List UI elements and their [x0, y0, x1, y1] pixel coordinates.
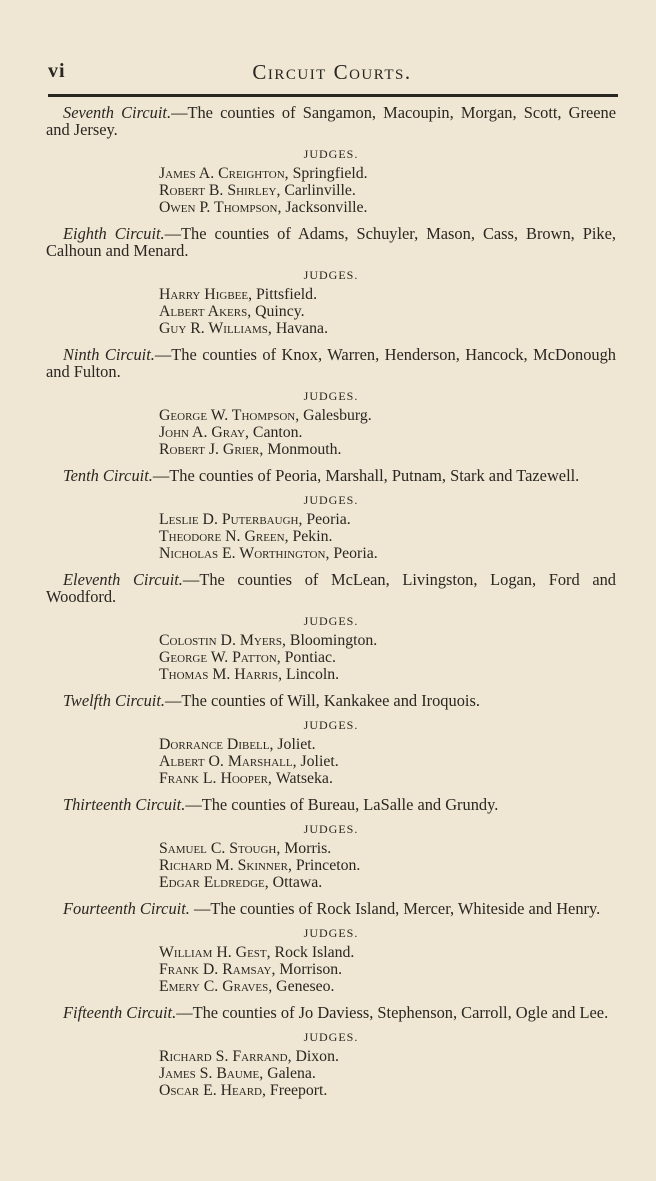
judge-entry: Albert O. Marshall, Joliet. [159, 753, 339, 770]
judge-town: Peoria. [306, 511, 351, 528]
judge-entry: Samuel C. Stough, Morris. [159, 840, 332, 857]
judge-town: Geneseo. [276, 978, 335, 995]
circuit-name: Eighth Circuit. [63, 224, 165, 243]
judges-list [159, 944, 616, 995]
judge-name: Frank D. Ramsay [159, 961, 272, 978]
judges-heading: JUDGES. [303, 718, 359, 732]
judge-town: Jacksonville. [285, 199, 368, 216]
judges-list [159, 407, 616, 458]
circuit-name: Tenth Circuit. [63, 466, 153, 485]
judge-name: Harry Higbee [159, 286, 249, 303]
circuit-counties: —The counties of Sangamon, Macoupin, Morgan, Scott, Greene and Jersey. [46, 103, 616, 139]
judge-name: George W. Patton [159, 649, 277, 666]
circuit-counties: —The counties of Knox, Warren, Henderson, Hancock, McDonough and Fulton. [46, 345, 616, 381]
circuit-description [46, 900, 616, 917]
judge-entry: Edgar Eldredge, Ottawa. [159, 874, 323, 891]
judge-name: Oscar E. Heard [159, 1082, 262, 1099]
judge-entry: John A. Gray, Canton. [159, 424, 303, 441]
circuit-entry [46, 467, 616, 562]
judges-list [159, 1048, 616, 1099]
circuit-entry [46, 346, 616, 458]
circuit-name: Fifteenth Circuit. [63, 1003, 177, 1022]
judges-heading: JUDGES. [303, 268, 359, 282]
judges-list [159, 736, 616, 787]
judge-entry: Frank L. Hooper, Watseka. [159, 770, 333, 787]
circuit-description [46, 104, 616, 138]
judge-entry: Richard M. Skinner, Princeton. [159, 857, 361, 874]
running-title: Circuit Courts. [252, 60, 412, 84]
judges-heading: JUDGES. [303, 1030, 359, 1044]
judge-town: Ottawa. [272, 874, 323, 891]
judges-heading: JUDGES. [303, 389, 359, 403]
judge-entry: Albert Akers, Quincy. [159, 303, 305, 320]
header-rule [48, 94, 618, 97]
judge-name: Albert O. Marshall [159, 753, 293, 770]
judge-town: Quincy. [255, 303, 305, 320]
judges-list [159, 632, 616, 683]
judge-town: Pittsfield. [256, 286, 318, 303]
circuit-name: Twelfth Circuit. [63, 691, 165, 710]
judge-town: Pontiac. [284, 649, 336, 666]
judges-list [159, 286, 616, 337]
circuit-entry [46, 692, 616, 787]
judges-heading: JUDGES. [303, 614, 359, 628]
judge-town: Joliet. [277, 736, 316, 753]
judge-name: Guy R. Williams [159, 320, 268, 337]
judge-entry: Theodore N. Green, Pekin. [159, 528, 333, 545]
judge-town: Galesburg. [303, 407, 372, 424]
judge-entry: William H. Gest, Rock Island. [159, 944, 355, 961]
judge-town: Bloomington. [289, 632, 378, 649]
judge-entry: Harry Higbee, Pittsfield. [159, 286, 318, 303]
circuit-entry [46, 225, 616, 337]
circuit-entry [46, 796, 616, 891]
judge-name: Robert J. Grier [159, 441, 260, 458]
circuit-counties: —The counties of Peoria, Marshall, Putnam, Stark and Tazewell. [152, 466, 580, 485]
judge-name: John A. Gray [159, 424, 245, 441]
judge-entry: Thomas M. Harris, Lincoln. [159, 666, 340, 683]
circuit-description [46, 225, 616, 259]
judge-name: Nicholas E. Worthington [159, 545, 326, 562]
judge-name: William H. Gest [159, 944, 267, 961]
judges-heading: JUDGES. [303, 822, 359, 836]
circuit-counties: —The counties of Bureau, LaSalle and Grundy. [185, 795, 499, 814]
judge-entry: George W. Thompson, Galesburg. [159, 407, 372, 424]
judges-list [159, 511, 616, 562]
judge-town: Joliet. [300, 753, 339, 770]
judge-name: Frank L. Hooper [159, 770, 268, 787]
circuit-entry [46, 104, 616, 216]
page-header [48, 60, 616, 88]
circuit-description [46, 346, 616, 380]
judge-town: Peoria. [333, 545, 378, 562]
circuit-description [46, 571, 616, 605]
circuit-name: Ninth Circuit. [63, 345, 155, 364]
judge-town: Pekin. [292, 528, 333, 545]
judge-entry: Owen P. Thompson, Jacksonville. [159, 199, 368, 216]
judge-entry: Colostin D. Myers, Bloomington. [159, 632, 378, 649]
page-number: vi [48, 60, 66, 82]
judge-name: Leslie D. Puterbaugh [159, 511, 299, 528]
circuit-counties: —The counties of Jo Daviess, Stephenson, Carroll, Ogle and Lee. [176, 1003, 609, 1022]
judge-town: Carlinville. [284, 182, 356, 199]
judge-town: Morrison. [279, 961, 343, 978]
judge-entry: Dorrance Dibell, Joliet. [159, 736, 316, 753]
judge-town: Lincoln. [286, 666, 340, 683]
judge-entry: Nicholas E. Worthington, Peoria. [159, 545, 378, 562]
judge-name: Colostin D. Myers [159, 632, 283, 649]
judge-town: Watseka. [275, 770, 333, 787]
judge-town: Dixon. [295, 1048, 339, 1065]
circuit-name: Seventh Circuit. [63, 103, 172, 122]
judge-entry: Oscar E. Heard, Freeport. [159, 1082, 328, 1099]
circuit-description [46, 692, 616, 709]
judge-entry: James A. Creighton, Springfield. [159, 165, 368, 182]
judge-town: Galena. [267, 1065, 316, 1082]
judge-name: George W. Thompson [159, 407, 296, 424]
judge-entry: Guy R. Williams, Havana. [159, 320, 329, 337]
circuit-name: Eleventh Circuit. [63, 570, 183, 589]
judge-name: Emery C. Graves [159, 978, 269, 995]
judges-heading: JUDGES. [303, 926, 359, 940]
circuit-description [46, 467, 616, 484]
circuit-entry [46, 900, 616, 995]
judge-name: Edgar Eldredge [159, 874, 265, 891]
judge-name: Samuel C. Stough [159, 840, 277, 857]
judge-town: Freeport. [269, 1082, 328, 1099]
judge-name: Thomas M. Harris [159, 666, 279, 683]
judge-town: Springfield. [292, 165, 368, 182]
circuit-list [46, 104, 616, 1108]
judge-entry: Leslie D. Puterbaugh, Peoria. [159, 511, 351, 528]
judges-heading: JUDGES. [303, 493, 359, 507]
judge-name: Owen P. Thompson [159, 199, 278, 216]
judges-list [159, 840, 616, 891]
circuit-description [46, 796, 616, 813]
judge-entry: Robert J. Grier, Monmouth. [159, 441, 342, 458]
judge-entry: James S. Baume, Galena. [159, 1065, 316, 1082]
judge-town: Morris. [284, 840, 332, 857]
circuit-counties: —The counties of Will, Kankakee and Iroquois. [165, 691, 480, 710]
circuit-entry [46, 571, 616, 683]
circuit-description [46, 1004, 616, 1021]
judge-town: Rock Island. [274, 944, 355, 961]
circuit-counties: —The counties of McLean, Livingston, Logan, Ford and Woodford. [46, 570, 616, 606]
circuit-counties: —The counties of Rock Island, Mercer, Whiteside and Henry. [189, 899, 601, 918]
circuit-name: Thirteenth Circuit. [63, 795, 186, 814]
judges-heading: JUDGES. [303, 147, 359, 161]
judge-name: Richard M. Skinner [159, 857, 288, 874]
judge-entry: Frank D. Ramsay, Morrison. [159, 961, 343, 978]
judge-town: Canton. [252, 424, 303, 441]
judge-name: Richard S. Farrand [159, 1048, 288, 1065]
judge-entry: Robert B. Shirley, Carlinville. [159, 182, 356, 199]
judge-town: Monmouth. [267, 441, 342, 458]
judge-entry: George W. Patton, Pontiac. [159, 649, 336, 666]
judge-town: Havana. [275, 320, 329, 337]
circuit-counties: —The counties of Adams, Schuyler, Mason, Cass, Brown, Pike, Calhoun and Menard. [46, 224, 616, 260]
circuit-name: Fourteenth Circuit. [63, 899, 190, 918]
judge-entry: Richard S. Farrand, Dixon. [159, 1048, 339, 1065]
judge-name: James A. Creighton [159, 165, 285, 182]
judge-entry: Emery C. Graves, Geneseo. [159, 978, 335, 995]
judge-town: Princeton. [295, 857, 361, 874]
judge-name: Theodore N. Green [159, 528, 285, 545]
judge-name: Albert Akers [159, 303, 248, 320]
judge-name: Dorrance Dibell [159, 736, 270, 753]
judges-list [159, 165, 616, 216]
judge-name: James S. Baume [159, 1065, 260, 1082]
judge-name: Robert B. Shirley [159, 182, 277, 199]
circuit-entry [46, 1004, 616, 1099]
